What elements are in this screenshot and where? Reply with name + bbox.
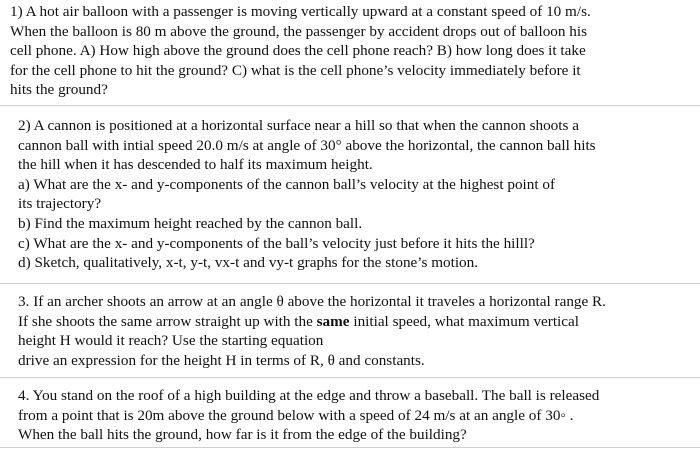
question-2 xyxy=(10,116,692,273)
divider xyxy=(0,283,700,284)
question-1-line: 1) A hot air balloon with a passenger is moving vertically upward at a constant speed of 10 m/s. xyxy=(10,3,591,20)
question-4-line: When the ball hits the ground, how far is it from the edge of the building? xyxy=(18,426,467,444)
divider xyxy=(0,105,700,106)
question-3-line: drive an expression for the height H in terms of R, θ and constants. xyxy=(18,351,425,369)
question-2-part-d: d) Sketch, qualitatively, x-t, y-t, vx-t and vy-t graphs for the stone’s motion. xyxy=(18,254,479,272)
question-1 xyxy=(10,2,692,100)
question-3-text: initial speed, what maximum vertical xyxy=(349,312,579,330)
question-2-line: cannon ball with intial speed 20.0 m/s at angle of 30° above the horizontal, the cannon ball hits xyxy=(18,136,596,154)
question-1-line: for the cell phone to hit the ground? C) what is the cell phone’s velocity immediately before it xyxy=(10,61,581,79)
question-2-part-c: c) What are the x- and y-components of the ball’s velocity just before it hits the hilll? xyxy=(18,234,535,252)
question-3-line: 3. If an archer shoots an arrow at an angle θ above the horizontal it traveles a horizontal range R. xyxy=(18,293,606,310)
question-3 xyxy=(10,292,692,370)
question-4-line: 4. You stand on the roof of a high building at the edge and throw a baseball. The ball is released xyxy=(18,387,600,404)
question-2-line: the hill when it has descended to half its maximum height. xyxy=(18,156,373,174)
question-2-part-a: a) What are the x- and y-components of the cannon ball’s velocity at the highest point of xyxy=(18,175,556,193)
question-4-line: from a point that is 20m above the ground below with a speed of 24 m/s at an angle of 30◦ . xyxy=(18,406,574,424)
question-3-line: height H would it reach? Use the starting equation xyxy=(18,332,324,350)
divider xyxy=(0,447,700,448)
question-1-line: cell phone. A) How high above the ground does the cell phone reach? B) how long does it take xyxy=(10,42,586,60)
question-1-line: When the balloon is 80 m above the ground, the passenger by accident drops out of balloon his xyxy=(10,22,587,40)
question-2-part-b: b) Find the maximum height reached by the cannon ball. xyxy=(18,214,363,232)
question-1-line: hits the ground? xyxy=(10,81,108,99)
question-3-text: If she shoots the same arrow straight up with the xyxy=(18,312,317,330)
question-2-line: 2) A cannon is positioned at a horizontal surface near a hill so that when the cannon shoots a xyxy=(18,117,579,134)
question-4 xyxy=(10,386,692,445)
divider xyxy=(0,377,700,378)
question-2-part-a-cont: its trajectory? xyxy=(18,195,102,213)
question-3-emphasis: same xyxy=(316,312,350,330)
question-3-line xyxy=(10,312,692,332)
